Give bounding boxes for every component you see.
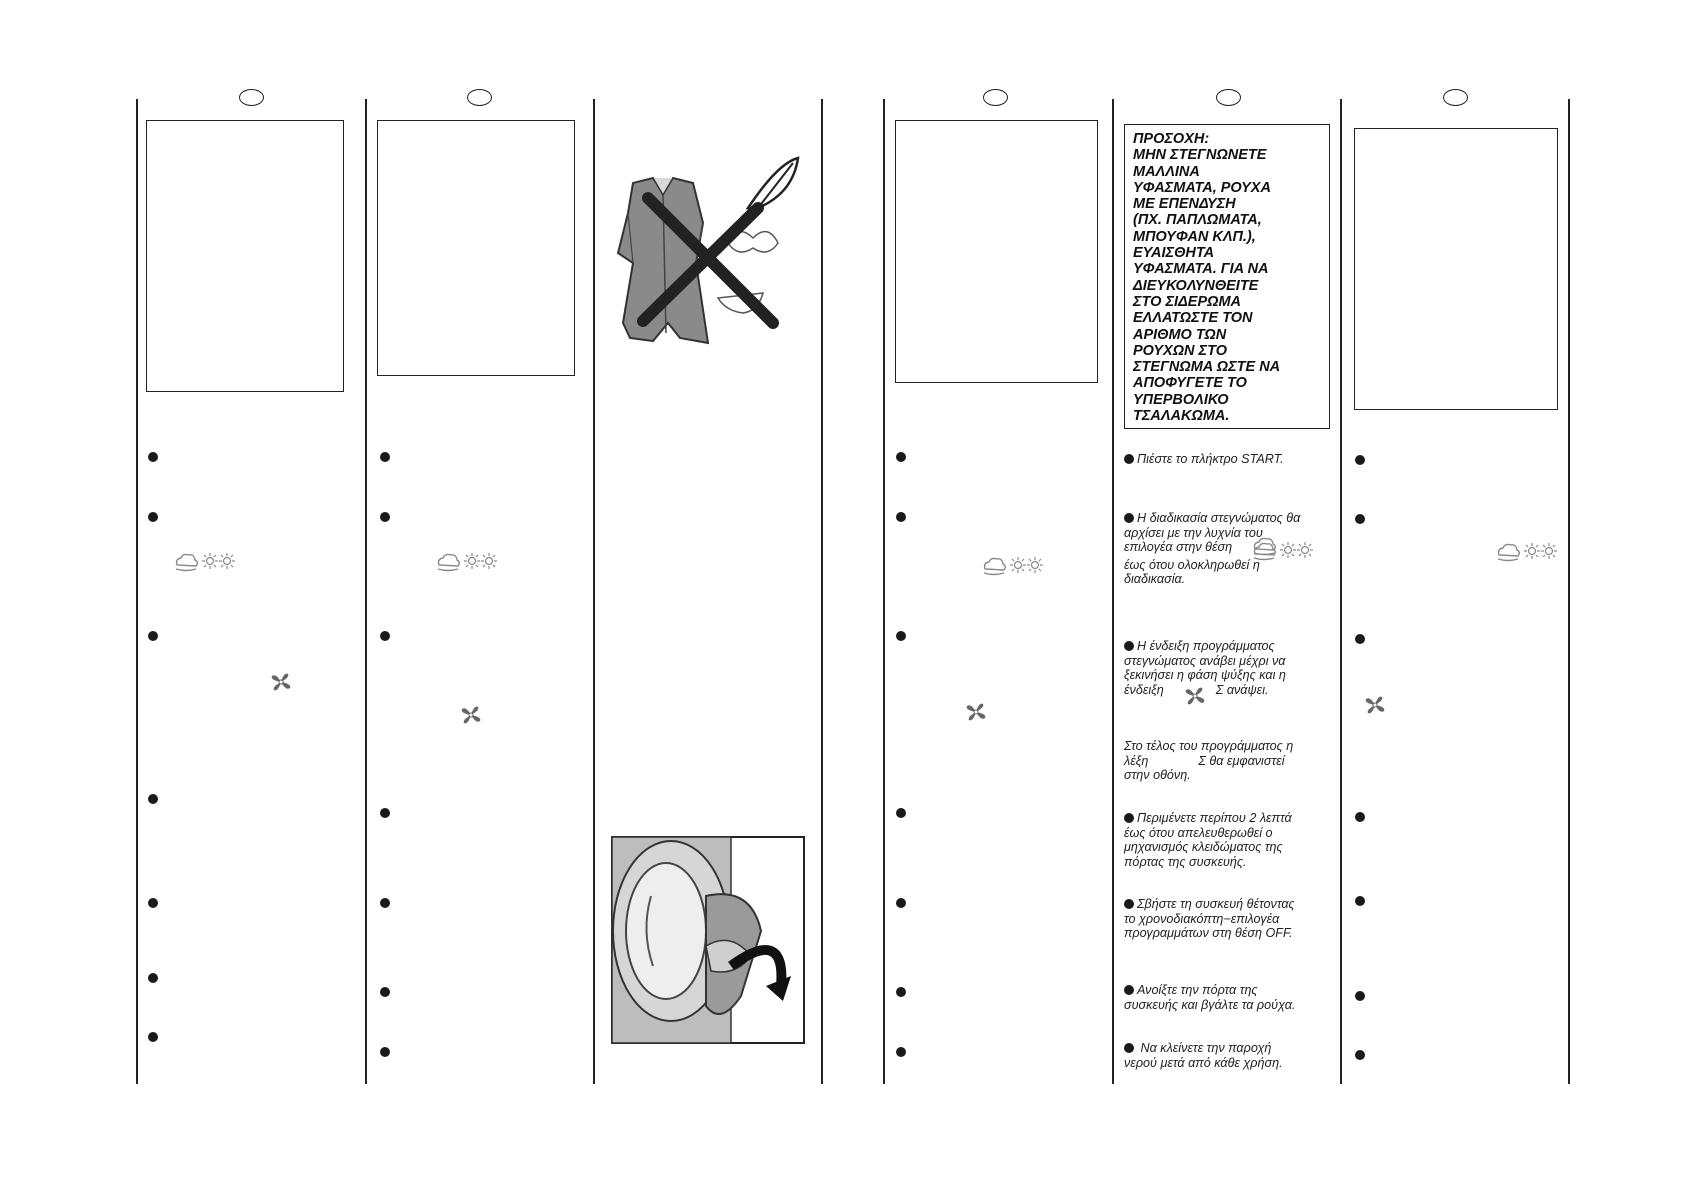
list-bullet — [148, 452, 158, 462]
instruction-water-off — [1124, 1041, 1336, 1070]
column-divider — [883, 99, 885, 1084]
list-bullet — [896, 631, 906, 641]
column-divider — [1340, 99, 1342, 1084]
list-bullet — [380, 631, 390, 641]
instruction-text: Περιμένετε περίπου 2 λεπτά έως ότου απελευθερωθεί ο μηχανισμός κλειδώματος της πόρτας της συσκευής. — [1124, 811, 1292, 869]
instruction-start — [1124, 452, 1336, 467]
warning-text: ΠΡΟΣΟΧΗ: ΜΗΝ ΣΤΕΓΝΩΝΕΤΕ ΜΑΛΛΙΝΑ ΥΦΑΣΜΑΤΑ, ΡΟΥΧΑ ΜΕ ΕΠΕΝΔΥΣΗ (ΠΧ. ΠΑΠΛΩΜΑΤΑ, ΜΠΟΥΦΑΝ ΚΛΠ.), ΕΥΑΙΣΘΗΤΑ ΥΦΑΣΜΑΤΑ. ΓΙΑ ΝΑ ΔΙΕΥΚΟΛΥΝΘΕΙΤΕ ΣΤΟ ΣΙΔΕΡΩΜΑ ΕΛΛΑΤΩΣΤΕ ΤΟΝ ΑΡΙΘΜΟ ΤΩΝ ΡΟΥΧΩΝ ΣΤΟ ΣΤΕΓΝΩΜΑ ΩΣΤΕ ΝΑ ΑΠΟΦΥΓΕΤΕ ΤΟ ΥΠΕΡΒΟΛΙΚΟ ΤΣΑΛΑΚΩΜΑ. — [1133, 131, 1281, 425]
column-divider — [136, 99, 138, 1084]
list-bullet — [1124, 454, 1134, 464]
column-divider — [593, 99, 595, 1084]
column-divider — [365, 99, 367, 1084]
list-bullet — [380, 452, 390, 462]
language-oval — [467, 89, 492, 106]
instruction-text: Να κλείνετε την παροχή νερού μετά από κάθε χρήση. — [1124, 1041, 1283, 1070]
instruction-text: Σβήστε τη συσκευή θέτοντας το χρονοδιακόπτη−επιλογέα προγραμμάτων στη θέση OFF. — [1124, 897, 1295, 941]
list-bullet — [1355, 991, 1365, 1001]
instruction-text: Η ένδειξη προγράμματος στεγνώματος ανάβει μέχρι να ξεκινήσει η φάση ψύξης και η ένδειξη — [1124, 639, 1286, 697]
list-bullet — [148, 973, 158, 983]
instruction-wait — [1124, 811, 1336, 869]
language-oval — [1216, 89, 1241, 106]
cloud-sun-sun-icon — [982, 555, 1044, 577]
list-bullet — [380, 987, 390, 997]
list-bullet — [896, 512, 906, 522]
empty-text-box — [1354, 128, 1558, 410]
fan-icon — [270, 672, 292, 692]
instruction-text: έως ότου ολοκληρωθεί η διαδικασία. — [1124, 557, 1260, 587]
list-bullet — [1124, 513, 1134, 523]
list-bullet — [1124, 899, 1134, 909]
instruction-text: Ανοίξτε την πόρτα της συσκευής και βγάλτε τα ρούχα. — [1124, 983, 1296, 1012]
fan-icon — [460, 705, 482, 725]
list-bullet — [148, 512, 158, 522]
list-bullet — [1355, 514, 1365, 524]
fan-icon — [1184, 686, 1206, 706]
language-oval — [1443, 89, 1468, 106]
fan-icon — [1364, 695, 1386, 715]
list-bullet — [1355, 1050, 1365, 1060]
list-bullet — [380, 1047, 390, 1057]
column-divider — [1568, 99, 1570, 1084]
instruction-text: Πιέστε το πλήκτρο START. — [1137, 452, 1284, 466]
cloud-sun-sun-icon — [436, 551, 498, 573]
list-bullet — [380, 512, 390, 522]
instruction-switch-off — [1124, 897, 1336, 941]
list-bullet — [1355, 812, 1365, 822]
list-bullet — [148, 898, 158, 908]
list-bullet — [896, 808, 906, 818]
list-bullet — [380, 898, 390, 908]
list-bullet — [148, 631, 158, 641]
warning-box — [1124, 124, 1330, 429]
list-bullet — [1124, 1043, 1134, 1053]
instruction-end — [1124, 739, 1336, 783]
list-bullet — [148, 794, 158, 804]
instruction-open-door — [1124, 983, 1336, 1012]
list-bullet — [896, 987, 906, 997]
fan-icon — [965, 702, 987, 722]
list-bullet — [896, 898, 906, 908]
empty-text-box — [895, 120, 1098, 383]
instruction-text: Σ ανάψει. — [1215, 682, 1269, 697]
list-bullet — [1124, 813, 1134, 823]
list-bullet — [896, 452, 906, 462]
empty-text-box — [146, 120, 344, 392]
language-oval — [239, 89, 264, 106]
list-bullet — [1355, 455, 1365, 465]
column-divider — [821, 99, 823, 1084]
list-bullet — [380, 808, 390, 818]
column-divider — [1112, 99, 1114, 1084]
list-bullet — [148, 1032, 158, 1042]
instruction-text: Στο τέλος του προγράμματος η λέξη — [1124, 739, 1294, 768]
instruction-indicator — [1124, 639, 1336, 697]
open-door-laundry-icon — [611, 836, 805, 1044]
language-oval — [983, 89, 1008, 106]
instruction-text: Σ θα εμφανιστεί στην οθόνη. — [1124, 753, 1285, 783]
crossed-out-delicate-clothes-icon — [608, 153, 808, 348]
list-bullet — [1124, 641, 1134, 651]
list-bullet — [1355, 634, 1365, 644]
list-bullet — [1355, 896, 1365, 906]
instruction-text: Η διαδικασία στεγνώματος θα αρχίσει με την λυχνία του επιλογέα στην θέση — [1124, 511, 1301, 555]
cloud-sun-sun-icon — [174, 551, 236, 573]
cloud-sun-sun-icon — [1252, 535, 1314, 557]
list-bullet — [896, 1047, 906, 1057]
empty-text-box — [377, 120, 575, 376]
cloud-sun-sun-icon — [1496, 541, 1558, 563]
list-bullet — [1124, 985, 1134, 995]
